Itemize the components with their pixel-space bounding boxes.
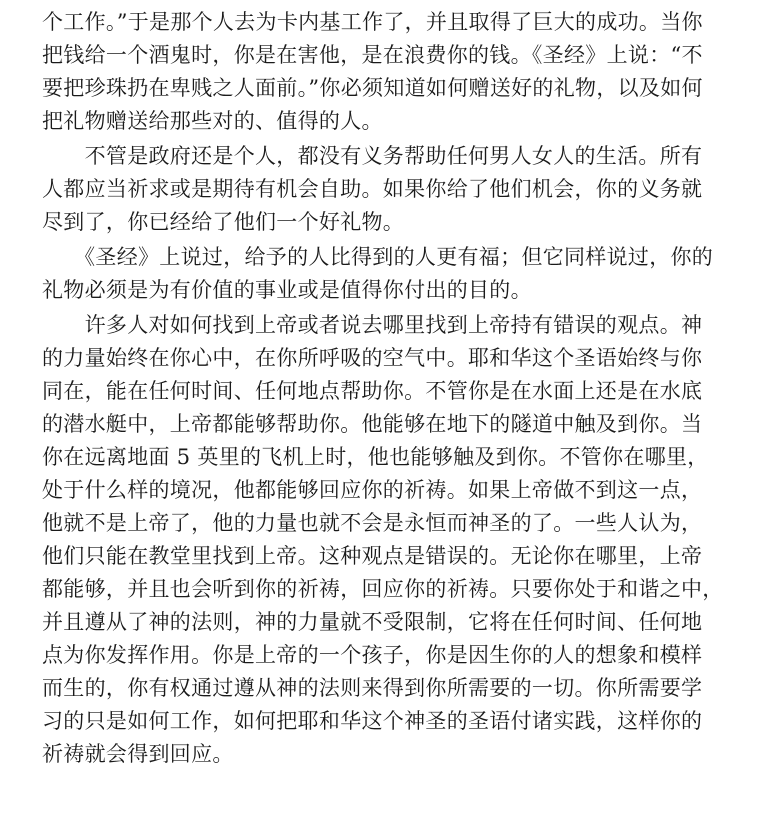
paragraph-3 — [42, 241, 728, 307]
paragraph-4 — [42, 309, 728, 771]
text-line: 尽到了，你已经给了他们一个好礼物。 — [42, 210, 405, 234]
text-line: 处于什么样的境况，他都能够回应你的祈祷。如果上帝做不到这一点， — [42, 478, 703, 502]
document-page — [42, 6, 728, 771]
text-line: 不管是政府还是个人，都没有义务帮助任何男人女人的生活。所有 — [42, 144, 703, 168]
text-line: 祈祷就会得到回应。 — [42, 742, 234, 766]
text-line: 把钱给一个酒鬼时，你是在害他，是在浪费你的钱。《圣经》上说：“不 — [42, 43, 703, 67]
text-line: 许多人对如何找到上帝或者说去哪里找到上帝持有错误的观点。神 — [42, 313, 703, 337]
text-line: 个工作。”于是那个人去为卡内基工作了，并且取得了巨大的成功。当你 — [42, 10, 703, 34]
text-line: 《圣经》上说过，给予的人比得到的人更有福；但它同样说过，你的 — [42, 245, 714, 269]
text-line: 要把珍珠扔在卑贱之人面前。”你必须知道如何赠送好的礼物，以及如何 — [42, 76, 703, 100]
paragraph-2 — [42, 140, 728, 239]
text-line: 的力量始终在你心中，在你所呼吸的空气中。耶和华这个圣语始终与你 — [42, 346, 703, 370]
text-line: 习的只是如何工作，如何把耶和华这个神圣的圣语付诸实践，这样你的 — [42, 709, 703, 733]
text-line: 都能够，并且也会听到你的祈祷，回应你的祈祷。只要你处于和谐之中， — [42, 577, 724, 601]
text-line: 点为你发挥作用。你是上帝的一个孩子，你是因生你的人的想象和模样 — [42, 643, 703, 667]
text-line: 你在远离地面 5 英里的飞机上时，他也能够触及到你。不管你在哪里， — [42, 445, 709, 469]
text-line: 礼物必须是为有价值的事业或是值得你付出的目的。 — [42, 278, 532, 302]
text-line: 同在，能在任何时间、任何地点帮助你。不管你是在水面上还是在水底 — [42, 379, 703, 403]
text-line: 的潜水艇中，上帝都能够帮助你。他能够在地下的隧道中触及到你。当 — [42, 412, 703, 436]
paragraph-1 — [42, 6, 728, 138]
text-line: 而生的，你有权通过遵从神的法则来得到你所需要的一切。你所需要学 — [42, 676, 703, 700]
text-line: 人都应当祈求或是期待有机会自助。如果你给了他们机会，你的义务就 — [42, 177, 703, 201]
text-line: 他就不是上帝了，他的力量也就不会是永恒而神圣的了。一些人认为， — [42, 511, 703, 535]
text-line: 他们只能在教堂里找到上帝。这种观点是错误的。无论你在哪里，上帝 — [42, 544, 703, 568]
text-line: 并且遵从了神的法则，神的力量就不受限制，它将在任何时间、任何地 — [42, 610, 703, 634]
text-line: 把礼物赠送给那些对的、值得的人。 — [42, 109, 383, 133]
